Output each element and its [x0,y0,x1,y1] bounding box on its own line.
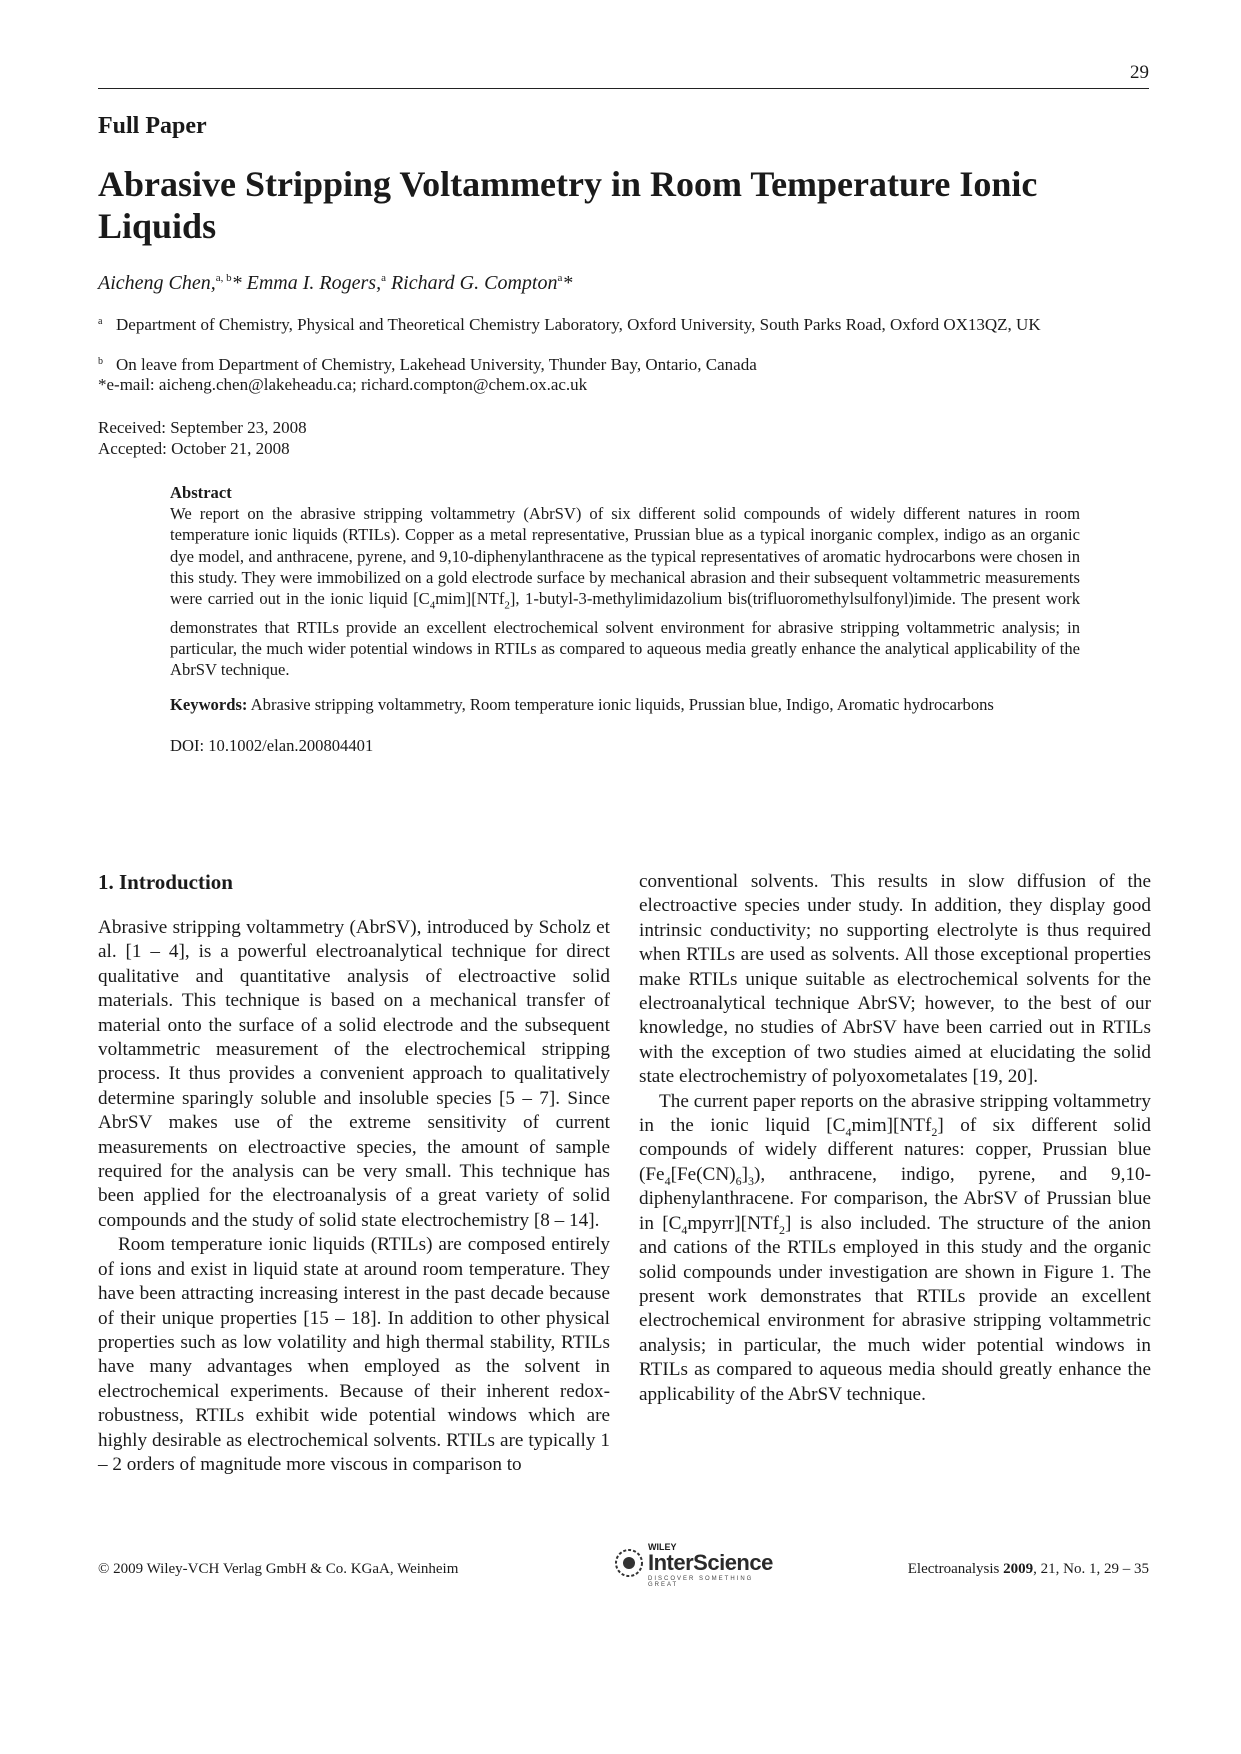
section-label: Full Paper [98,113,207,139]
email-line[interactable]: *e-mail: aicheng.chen@lakeheadu.ca; richard.compton@chem.ox.ac.uk [98,375,588,394]
header-rule [98,88,1149,89]
affiliation-text: On leave from Department of Chemistry, Lakehead University, Thunder Bay, Ontario, Canada [116,355,757,374]
keywords-text: Abrasive stripping voltammetry, Room temperature ionic liquids, Prussian blue, Indigo, Aromatic hydrocarbons [250,695,994,715]
journal-year: 2009 [1003,1561,1034,1577]
journal-name: Electroanalysis [907,1561,1000,1577]
left-column [98,870,610,1477]
interscience-globe-icon [614,1548,644,1578]
doi[interactable]: DOI: 10.1002/elan.200804401 [170,736,374,756]
affiliation-text: Department of Chemistry, Physical and Theoretical Chemistry Laboratory, Oxford University, South Parks Road, Oxford OX13QZ, UK [116,315,1041,334]
dates [98,417,307,459]
accepted-date: Accepted: October 21, 2008 [98,439,290,458]
author-name: Richard G. Compton [390,272,558,294]
paper-title: Abrasive Stripping Voltammetry in Room Temperature Ionic Liquids [98,164,1038,246]
abstract-heading: Abstract [170,483,232,502]
affiliation [98,355,1078,375]
author-affiliation-mark: a [557,272,563,284]
abstract [170,482,1080,757]
paragraph: Abrasive stripping voltammetry (AbrSV), introduced by Scholz et al. [1 – 4], is a powerful electroanalytical technique for direct qualitative and quantitative analysis of electroactive solid materials. This technique is based on a mechanical transfer of material onto the surface of a solid electrode and the subsequent voltammetric measurement of the electrochemical stripping process. It thus provides a convenient approach to qualitatively determine sparingly soluble and insoluble species [5 – 7]. Since AbrSV makes use of the extreme sensitivity of current measurements on electroactive species, the amount of sample required for the analysis can be very small. This technique has been applied for the electroanalysis of a great variety of solid compounds and the study of solid state electrochemistry [8 – 14]. [98,917,610,1231]
author-affiliation-mark: a [381,272,386,284]
author-name: Emma I. Rogers, [246,272,382,294]
right-column [639,870,1151,1407]
journal-citation [908,1561,1149,1578]
author-affiliation-mark: a, b [215,272,232,284]
abstract-text: We report on the abrasive stripping voltammetry (AbrSV) of six different solid compounds of widely different natures in room temperature ionic liquids (RTILs). Copper as a metal representative, Prussian blue as a typical inorganic complex, indigo as an organic dye model, and anthracene, pyrene, and 9,10-diphenylanthracene as the typical representatives of aromatic hydrocarbons were chosen in this study. They were immobilized on a gold electrode surface by mechanical abrasion and their subsequent voltammetric measurements were carried out in the ionic liquid $[C_4mim][NTf_2]$, 1-butyl-3-methylimidazolium bis(trifluoromethylsulfonyl)imide. The present work demonstrates that RTILs provide an excellent electrochemical solvent environment for abrasive stripping voltammetric analysis; in particular, the much wider potential windows in RTILs as compared to aqueous media greatly enhance the analytical applicability of the AbrSV technique. [170,504,1080,679]
paragraph: The current paper reports on the abrasive stripping voltammetry in the ionic liquid $[C_4mim][NTf_2]$ of six different solid compounds of widely different natures: copper, Prussian blue $(Fe_4[Fe(CN)_6]_3)$, anthracene, indigo, pyrene, and 9,10-diphenylanthracene. For comparison, the AbrSV of Prussian blue in $[C_4mpyrr][NTf_2]$ is also included. The structure of the anion and cations of the RTILs employed in this study and the organic solid compounds under investigation are shown in Figure 1. The present work demonstrates that RTILs provide an excellent electrochemical environment for abrasive stripping voltammetric analysis; in particular, the much wider potential windows in RTILs as compared to aqueous media should greatly enhance the applicability of the AbrSV technique. [639,1090,1151,1405]
paragraph: Room temperature ionic liquids (RTILs) are composed entirely of ions and exist in liquid state at around room temperature. They have been attracting increasing interest in the past decade because of their unique properties [15 – 18]. In addition to other physical properties such as low volatility and high thermal stability, RTILs have many advantages when employed as the solvent in electrochemical experiments. Because of their inherent redox-robustness, RTILs exhibit wide potential windows which are highly desirable as electrochemical solvents. RTILs are typically 1 – 2 orders of magnitude more viscous in comparison to [98,1234,610,1475]
logo-wiley-text: WILEY [648,1542,677,1552]
corresponding-mark: * [231,272,242,294]
received-date: Received: September 23, 2008 [98,418,307,437]
keywords [170,694,1080,715]
journal-volume-pages: , 21, No. 1, 29 – 35 [1033,1561,1149,1577]
corresponding-mark: * [562,272,573,294]
section-heading-introduction: 1. Introduction [98,870,233,894]
logo-tagline: DISCOVER SOMETHING GREAT [648,1576,754,1588]
copyright: © 2009 Wiley-VCH Verlag GmbH & Co. KGaA, Weinheim [98,1561,459,1577]
affiliation-mark: a [98,316,103,327]
page-number: 29 [1130,62,1149,83]
author-name: Aicheng Chen, [98,272,216,294]
paragraph: conventional solvents. This results in slow diffusion of the electroactive species under study. In addition, they display good intrinsic conductivity; no supporting electrolyte is thus required when RTILs are used as solvents. All those exceptional properties make RTILs unique suitable as electrochemical solvents for the electroanalytical technique AbrSV; however, to the best of our knowledge, no studies of AbrSV have been carried out in RTILs with the exception of two studies aimed at elucidating the solid state electrochemistry of polyoxometalates [19, 20]. [639,871,1151,1088]
keywords-label: Keywords: [170,695,248,715]
interscience-logo [614,1540,774,1590]
logo-name-text: InterScience [648,1550,773,1575]
affiliation-mark: b [98,356,103,367]
affiliation [98,315,1078,335]
author-list [98,272,572,295]
